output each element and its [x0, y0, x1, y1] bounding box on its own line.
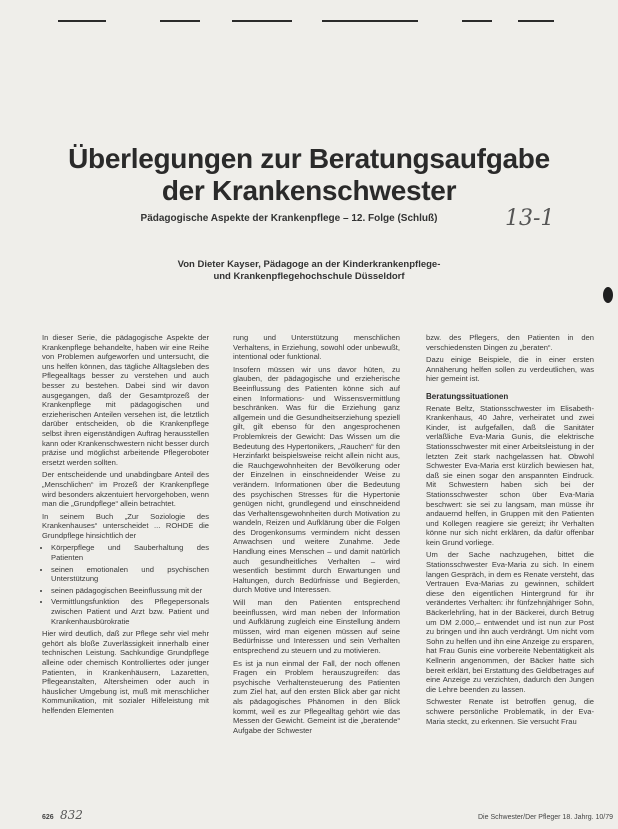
paragraph: Will man den Patienten entsprechend beeinflussen, wird man neben der Information und Aufklärung zugleich eine Einstellung ändern müssen, wird man eigenen müssen auf seine Bedürfnisse und Interessen und sein Verhalten entsprechend zu steuern und zu motivieren. [233, 598, 400, 655]
paragraph: bzw. des Pflegers, den Patienten in den verschiedensten Dingen zu „beraten“. [426, 333, 594, 352]
paragraph: Es ist ja nun einmal der Fall, der noch offenen Fragen ein Problem herauszugreifen: das psychische Verhaltensteuerung des Patienten zum Ziel hat, auf den ersten Blick aber gar nicht als pädagogisches Phänomen in den Blick kommt, weil es zur Pflegealltag gehört wie das Messen der Gewicht. Gemeint ist die „beratende“ Aufgabe der Schwester [233, 658, 400, 735]
top-rule-2 [160, 20, 200, 22]
list-item: • seinen pädagogischen Beeinflussung mit der [51, 586, 209, 596]
top-rule-6 [518, 20, 554, 22]
author-byline-line2: und Krankenpflegehochschule Düsseldorf [213, 271, 405, 282]
paragraph: Schwester Renate ist betroffen genug, die schwere persönliche Problematik, in der Eva-Maria steckt, zu erkennen. Sie versucht Frau [426, 697, 594, 726]
text-column-3 [426, 333, 594, 729]
paragraph: Insofern müssen wir uns davor hüten, zu glauben, der pädagogische und erzieherische Beeinflussung des Patienten könne sich auf einen Informations- und Wissensvermittlung beschränken. Was für die Erziehung ganz allgemein und die Gesundheitserziehung speziell gilt, gilt ebenso für den angesprochenen Problemkreis der Gewicht: Das Wissen um die Bedeutung des Hypertonikers, „Rauchen“ für den Herzinfarkt beispielsweise reicht allein nicht aus, die Rauchgewohnheiten der Bevölkerung oder der Einzelnen in einschneidender Weise zu verändern. Informationen über die Bedeutung des psychischen Stresses für die Hypertonie genügen nicht, grundlegend und einschneidend das Verhaltensgewohnheiten durch Motivation zu wandeln, Reizen und Aufklärung über die Folgen des Drogenkonsums vermindern nicht dessen Anwachsen und weitere Zunahme. Jede Handlung eines Menschen – und damit natürlich auch gesundheitliches Verhalten – wird wesentlich bestimmt durch Erwartungen und Haltungen, durch Bedürfnisse und Begierden, durch Motive und Interessen. [233, 364, 400, 595]
list-item: • Vermittlungsfunktion des Pflegepersonals zwischen Patient und Arzt bzw. Patient und Krankenhausbürokratie [51, 597, 209, 626]
journal-footer: Die Schwester/Der Pfleger 18. Jahrg. 10/79 [478, 814, 614, 821]
author-byline-line1: Von Dieter Kayser, Pädagoge an der Kinderkrankenpflege- [177, 259, 441, 270]
paragraph: Um der Sache nachzugehen, bittet die Stationsschwester Eva-Maria zu sich. In einem langen Gespräch, in dem es Renate versteht, das Vertrauen Eva-Marias zu gewinnen, schildert diese den eigentlichen Hintergrund für ihr verändertes Verhalten: ihr fünfzehnjähriger Sohn, Bäckerlehrling, hat in der Bäckerei, durch Betrug um DM 2.000,– entwendet und ist nun zur Post zu bringen und ihn auch verdrängt. Um nicht vom Sohn zu helfen und ihn eine Anzeige zu ersparen, hat Frau Gunis eine vorbereite Nebentätigkeit als Kellnerin angenommen, der Bäcker hatte sich bereit erklärt, bei Erstattung des Geldbetrages auf eine Anzeige zu verzichten, dadurch den Jungen die Lehre beenden zu lassen. [426, 550, 595, 694]
list-item: • Körperpflege und Sauberhaltung des Patienten [51, 543, 209, 562]
top-rule-3 [232, 20, 292, 22]
section-heading: Beratungssituationen [426, 391, 509, 401]
article-title-line2: der Krankenschwester [161, 175, 457, 206]
top-rule-4 [322, 20, 418, 22]
page-number: 626 [42, 814, 54, 821]
paragraph: Hier wird deutlich, daß zur Pflege sehr viel mehr gehört als bloße Zuverlässigkeit innerhalb einer technischen Leistung. Sachkundige Grundpflege alleine oder chemisch Kontrolliertes oder junger Patienten, in Krankenhäusern, Lazaretten, Pflegeanstalten, Altersheimen oder auch in häuslicher Umgebung ist, muß mit menschlicher Kommunikation, mit sozialer Hilfeleistung mit helfenden Elementen [42, 629, 209, 715]
article-title-line1: Überlegungen zur Beratungsaufgabe [68, 143, 550, 174]
paragraph: Renate Beltz, Stationsschwester im Elisabeth-Krankenhaus, 40 Jahre, verheiratet und zwei Kinder, ist aufgefallen, daß die Sanitäter verläßliche Eva-Maria Gunis, die elektrische Stationsschwester mit einer Arbeitsleistung in der letzten Zeit stark nachgelassen hat. Obwohl Schwester Eva-Maria erst kürzlich bewiesen hat, daß sie einen sogar den anspannten Eindruck. Mit Schwestern haben sich bei der Stationsschwester schon über Eva-Maria beschwert: sie sei zu langsam, man müsse ihr andauernd helfen, in Gruppen mit den Patienten und Kollegen reagiere sie gereizt; ihr Verhalten könne nur sich nicht erklären, da dafür offenbar kein Grund vorliege. [426, 403, 594, 547]
paragraph: Der entscheidende und unabdingbare Anteil des „Menschlichen“ im Prozeß der Krankenpflege wird besonders akzentuiert hervorgehoben, wenn man die „Grundpflege“ allein betrachtet. [42, 470, 209, 509]
top-rule-1 [58, 20, 106, 22]
ink-blot [603, 287, 613, 303]
text-column-1 [42, 333, 209, 719]
handwritten-note: 13-1 [505, 206, 555, 231]
paragraph: rung und Unterstützung menschlichen Verhaltens, in Erziehung, sowohl oder unbewußt, intentional oder funktional. [233, 333, 400, 362]
handwritten-page-note: 832 [60, 808, 83, 822]
paragraph: In seinem Buch „Zur Soziologie des Krankenhauses“ unterscheidet ... ROHDE die Grundpflege hinsichtlich der [42, 511, 209, 540]
article-subtitle: Pädagogische Aspekte der Krankenpflege – 12. Folge (Schluß) [140, 213, 438, 224]
paragraph: In dieser Serie, die pädagogische Aspekte der Krankenpflege behandelte, haben wir eine Reihe von Problemen aufgeworfen und untersucht, die uns helfen können, das tägliche Alltagsleben des Pflegealltags besser zu verstehen und auch besser zu bestehen. Dabei sind wir davon ausgegangen, daß der Gesamtprozeß der Krankenpflege mit pädagogischen und erzieherischen Anteilen versehen ist, die letztlich darüber entscheiden, ob die Krankenpflege selbst ihren eigenständigen Auftrag herausstellen kann oder Krankenschwestern nicht besser durch präzise und möglichst arbeitende Pflegeroboter ersetzt werden sollten. [42, 333, 209, 467]
list [42, 543, 209, 626]
text-column-2 [233, 333, 400, 738]
top-rule-5 [462, 20, 492, 22]
paragraph: Dazu einige Beispiele, die in einer ersten Annäherung helfen sollen zu verdeutlichen, was hier gemeint ist. [426, 355, 594, 384]
list-item: • seinen emotionalen und psychischen Unterstützung [51, 565, 209, 584]
